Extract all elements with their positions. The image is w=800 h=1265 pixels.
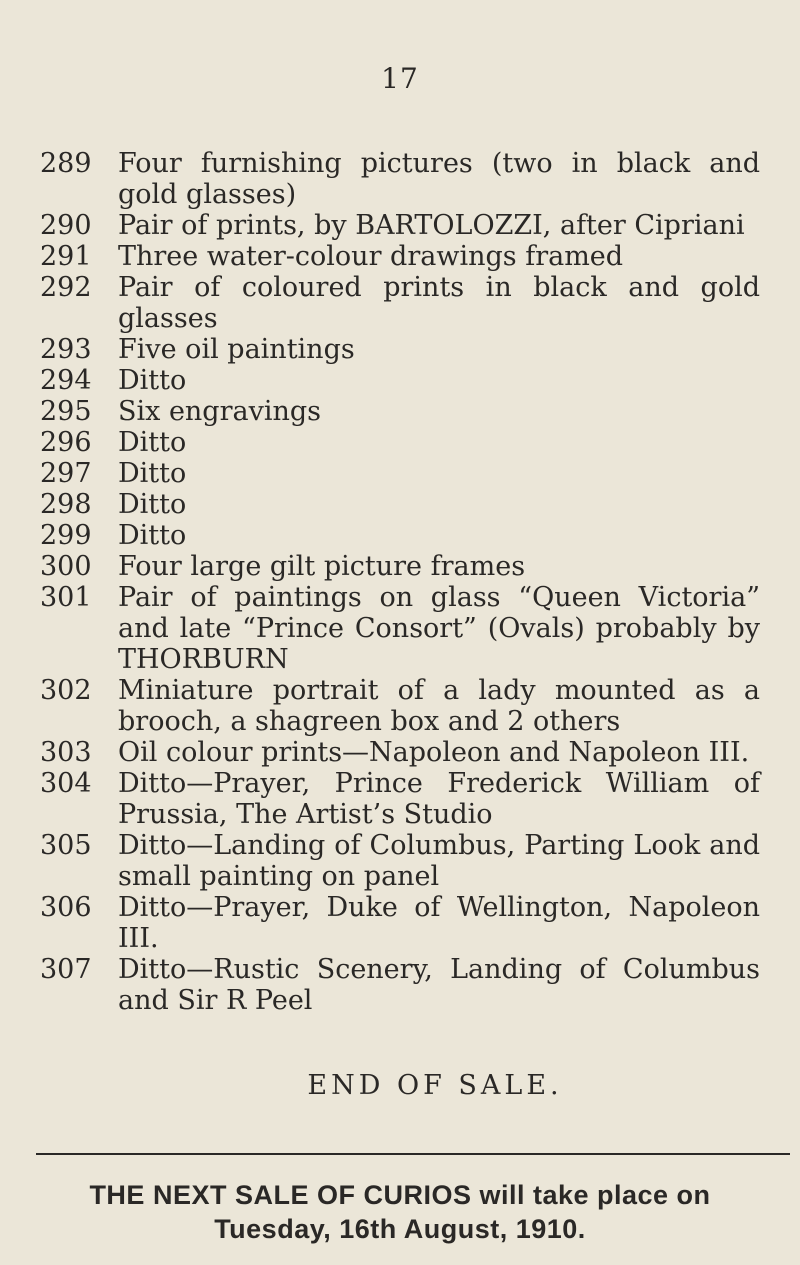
lot-item [40,489,760,520]
lot-item [40,396,760,427]
lot-number: 298 [40,489,92,520]
lot-description: Pair of prints, by BARTOLOZZI, after Cipriani [118,210,745,241]
lot-item [40,830,760,892]
lot-list [40,148,760,1016]
lot-item [40,365,760,396]
lot-number: 296 [40,427,92,458]
next-sale-notice [40,1178,760,1246]
lot-number: 289 [40,148,92,179]
page-number: 17 [381,62,419,95]
notice-line-2: Tuesday, 16th August, 1910. [214,1214,586,1244]
lot-description: Five oil paintings [118,334,355,365]
lot-number: 306 [40,892,92,923]
lot-item [40,675,760,737]
lot-description: Miniature portrait of a lady mounted as a brooch, a shagreen box and 2 others [118,675,760,737]
lot-item [40,954,760,1016]
lot-item [40,892,760,954]
lot-number: 297 [40,458,92,489]
lot-item [40,148,760,210]
lot-item [40,768,760,830]
lot-description: Ditto [118,520,187,551]
lot-number: 301 [40,582,92,613]
lot-description: Four large gilt picture frames [118,551,526,582]
lot-number: 305 [40,830,92,861]
lot-number: 295 [40,396,92,427]
lot-number: 292 [40,272,92,303]
lot-description: Ditto—Prayer, Duke of Wellington, Napoleon III. [118,892,760,954]
lot-item [40,210,760,241]
lot-description: Three water-colour drawings framed [118,241,624,272]
lot-item [40,737,760,768]
lot-description: Oil colour prints—Napoleon and Napoleon III. [118,737,750,768]
lot-description: Ditto [118,365,187,396]
lot-description: Ditto [118,458,187,489]
lot-item [40,551,760,582]
lot-number: 299 [40,520,92,551]
lot-number: 293 [40,334,92,365]
lot-number: 307 [40,954,92,985]
divider [36,1153,790,1155]
lot-description: Pair of paintings on glass “Queen Victoria” and late “Prince Consort” (Ovals) probably by THORBURN [118,582,760,675]
lot-description: Ditto [118,489,187,520]
lot-item [40,272,760,334]
lot-number: 303 [40,737,92,768]
lot-item [40,334,760,365]
lot-description: Ditto—Prayer, Prince Frederick William of Prussia, The Artist’s Studio [118,768,760,830]
lot-item [40,427,760,458]
lot-item [40,241,760,272]
lot-description: Pair of coloured prints in black and gold glasses [118,272,760,334]
lot-description: Four furnishing pictures (two in black and gold glasses) [118,148,760,210]
lot-item [40,582,760,675]
lot-description: Six engravings [118,396,322,427]
lot-number: 290 [40,210,92,241]
lot-item [40,520,760,551]
lot-number: 300 [40,551,92,582]
lot-number: 304 [40,768,92,799]
lot-number: 302 [40,675,92,706]
lot-description: Ditto—Rustic Scenery, Landing of Columbus and Sir R Peel [118,954,760,1016]
lot-description: Ditto—Landing of Columbus, Parting Look and small painting on panel [118,830,760,892]
lot-item [40,458,760,489]
end-of-sale: END OF SALE. [307,1070,563,1101]
lot-description: Ditto [118,427,187,458]
notice-line-1: THE NEXT SALE OF CURIOS will take place on [89,1180,711,1210]
lot-number: 291 [40,241,92,272]
lot-number: 294 [40,365,92,396]
